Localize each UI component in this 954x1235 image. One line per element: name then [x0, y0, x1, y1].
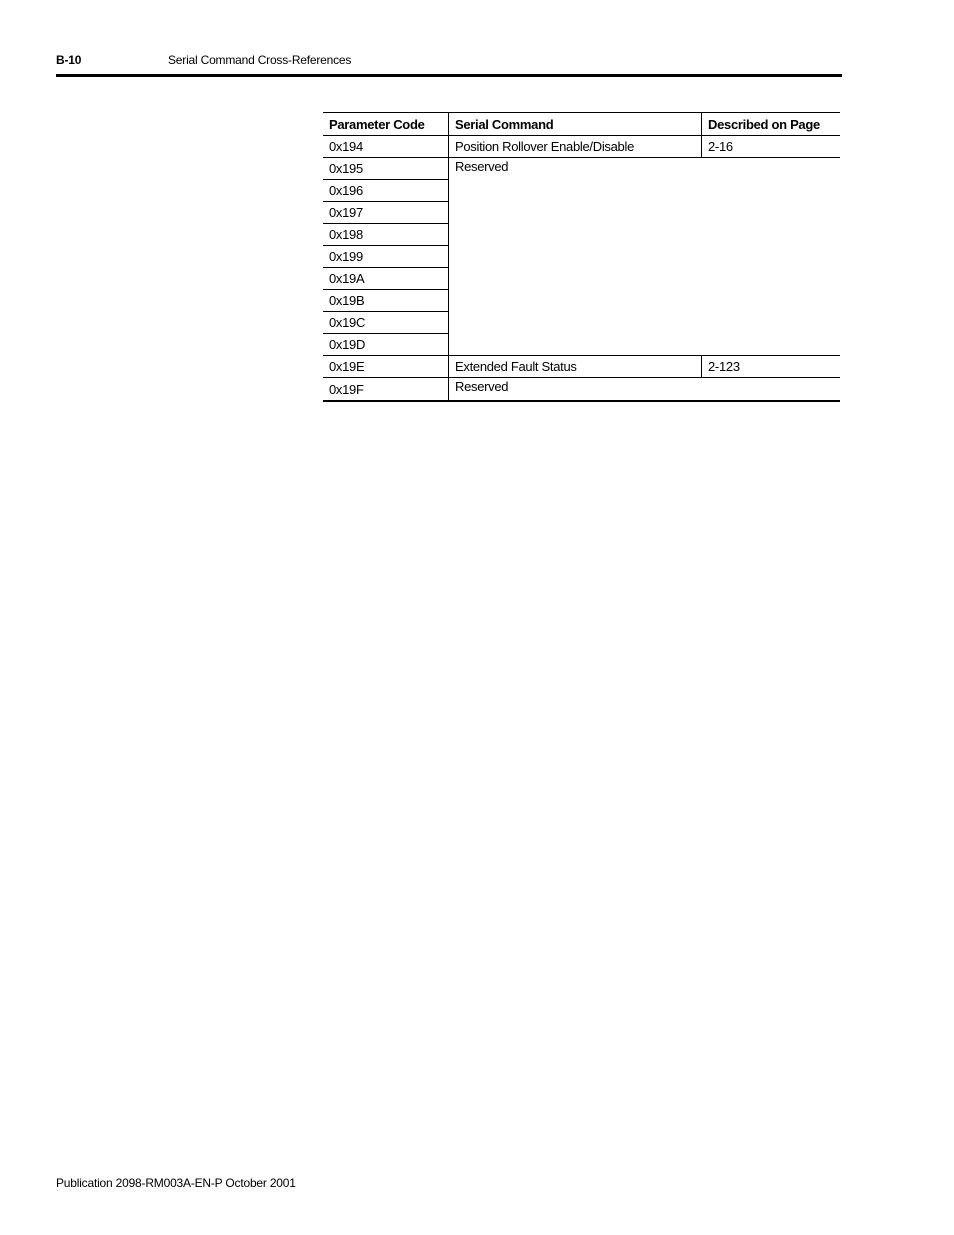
column-header-parameter-code: Parameter Code [323, 113, 449, 136]
column-header-described-on-page: Described on Page [702, 113, 841, 136]
serial-command-cell: Position Rollover Enable/Disable [449, 136, 702, 158]
table-header-row [323, 113, 840, 136]
parameter-code-cell: 0x199 [323, 246, 449, 268]
publication-footer: Publication 2098-RM003A-EN-P October 2001 [56, 1176, 296, 1190]
table-row [323, 356, 840, 378]
serial-command-cell: Extended Fault Status [449, 356, 702, 378]
table-row [323, 136, 840, 158]
parameter-code-cell: 0x197 [323, 202, 449, 224]
parameter-code-cell: 0x196 [323, 180, 449, 202]
parameter-code-cell: 0x195 [323, 158, 449, 180]
page-reference-cell: 2-123 [702, 356, 841, 378]
serial-command-cell: Reserved [449, 158, 841, 356]
parameter-code-cell: 0x19D [323, 334, 449, 356]
parameter-code-cell: 0x19F [323, 378, 449, 402]
parameter-code-cell: 0x19C [323, 312, 449, 334]
cross-reference-table [323, 112, 840, 402]
parameter-code-cell: 0x198 [323, 224, 449, 246]
parameter-code-cell: 0x194 [323, 136, 449, 158]
header-rule [56, 74, 842, 77]
table-row [323, 158, 840, 180]
table-row [323, 378, 840, 402]
column-header-serial-command: Serial Command [449, 113, 702, 136]
parameter-code-cell: 0x19A [323, 268, 449, 290]
serial-command-cell: Reserved [449, 378, 841, 402]
page-reference-cell: 2-16 [702, 136, 841, 158]
page-number: B-10 [56, 53, 82, 67]
parameter-code-cell: 0x19B [323, 290, 449, 312]
running-title: Serial Command Cross-References [168, 53, 352, 67]
parameter-code-cell: 0x19E [323, 356, 449, 378]
